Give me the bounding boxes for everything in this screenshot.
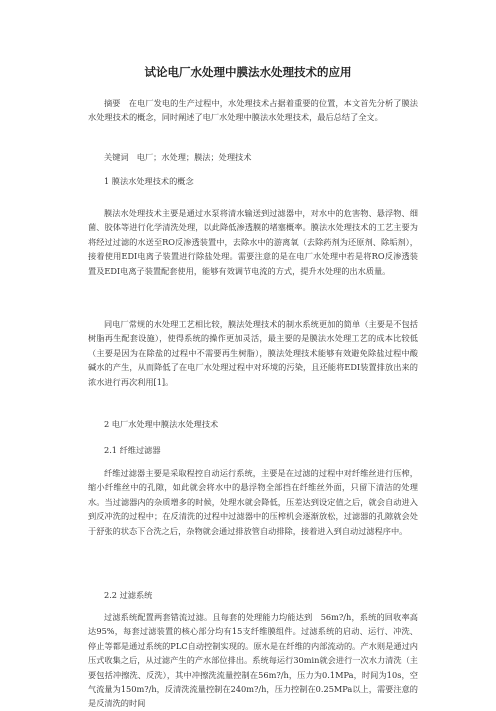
section-1-paragraph-1: 膜法水处理技术主要是通过水泵将清水输送到过滤器中，对水中的危害物、悬浮物、细菌、胶体等进行化学清洗处理，以此降低渗透膜的堵塞概率。膜法水处理技术的工艺主要为将经过过滤的水送至RO反渗透装置中，去除水中的游离氧（去除药剂为还原剂、除垢剂），接着使用EDI电离子装置进行除盐处理。需要注意的是在电厂水处理中若是将RO反渗透装置及EDI电离子装置配套使用，能够有效调节电流的方式，提升水处理的出水质量。 <box>88 208 418 276</box>
section-2-1-paragraph: 纤维过滤器主要是采取程控自动运行系统，主要是在过滤的过程中对纤维丝进行压榨，缩小纤维丝中的孔隙，如此就会将水中的悬浮物全部挡在纤维丝外面，只留下清洁的处理水。当过滤器内的杂质增多的时候，处理水就会降低，压差达到设定值之后，就会自动进入到反冲洗的过程中；在反清洗的过程中过滤器中的压榨机会逐渐放松，过滤器的孔隙就会处于舒张的状态下合洗之后，杂物就会通过排放管自动排除，接着进入到自动过滤程序中。 <box>88 468 418 536</box>
section-2-2-heading: 2.2 过滤系统 <box>104 590 153 600</box>
section-2-1-heading: 2.1 纤维过滤器 <box>104 445 161 455</box>
section-2-2-paragraph: 过滤系统配置两套错流过滤。且每套的处理能力均能达到 56m?/h，系统的回收率高达95%，每套过滤装置的核心部分均有15支纤维膜组件。过滤系统的启动、运行、冲洗、停止等都是通过系统的PLC自动控制实现的。原水是在纤维的内部流动的。产水则是通过内压式收集之后，从过滤产生的产水部位排出。系统每运行30min就会进行一次水力清洗（主要包括冲擦洗、反洗），其中冲擦洗流量控制在56m?/h，压力为0.1MPa，时间为10s，空气流量为150m?/h，反清洗流量控制在240m?/h，压力控制在0.25MPa以上，需要注意的是反清洗的时间 <box>88 612 418 709</box>
section-1-heading: 1 膜法水处理技术的概念 <box>104 176 194 186</box>
keywords-line: 关键词 电厂；水处理；膜法；处理技术 <box>104 152 252 162</box>
abstract-paragraph: 摘要 在电厂发电的生产过程中，水处理技术占据着重要的位置，本文首先分析了膜法水处理技术的概念，同时阐述了电厂水处理中膜法水处理技术，最后总结了全文。 <box>88 98 418 123</box>
section-2-heading: 2 电厂水处理中膜法水处理技术 <box>104 419 219 429</box>
section-1-paragraph-2: 同电厂常规的水处理工艺相比较，膜法处理技术的制水系统更加的简单（主要是不包括树脂再生配套设施），使得系统的操作更加灵活，最主要的是膜法水处理工艺的成本比较低（主要是因为在除盐的过程中不需要再生树脂），膜法处理技术能够有效避免除盐过程中酸碱水的产生，从而降低了在电厂水处理过程中对环境的污染，且还能将EDI装置排放出来的浓水进行再次利用[1]。 <box>88 319 418 387</box>
article-title: 试论电厂水处理中膜法水处理技术的应用 <box>144 65 352 79</box>
